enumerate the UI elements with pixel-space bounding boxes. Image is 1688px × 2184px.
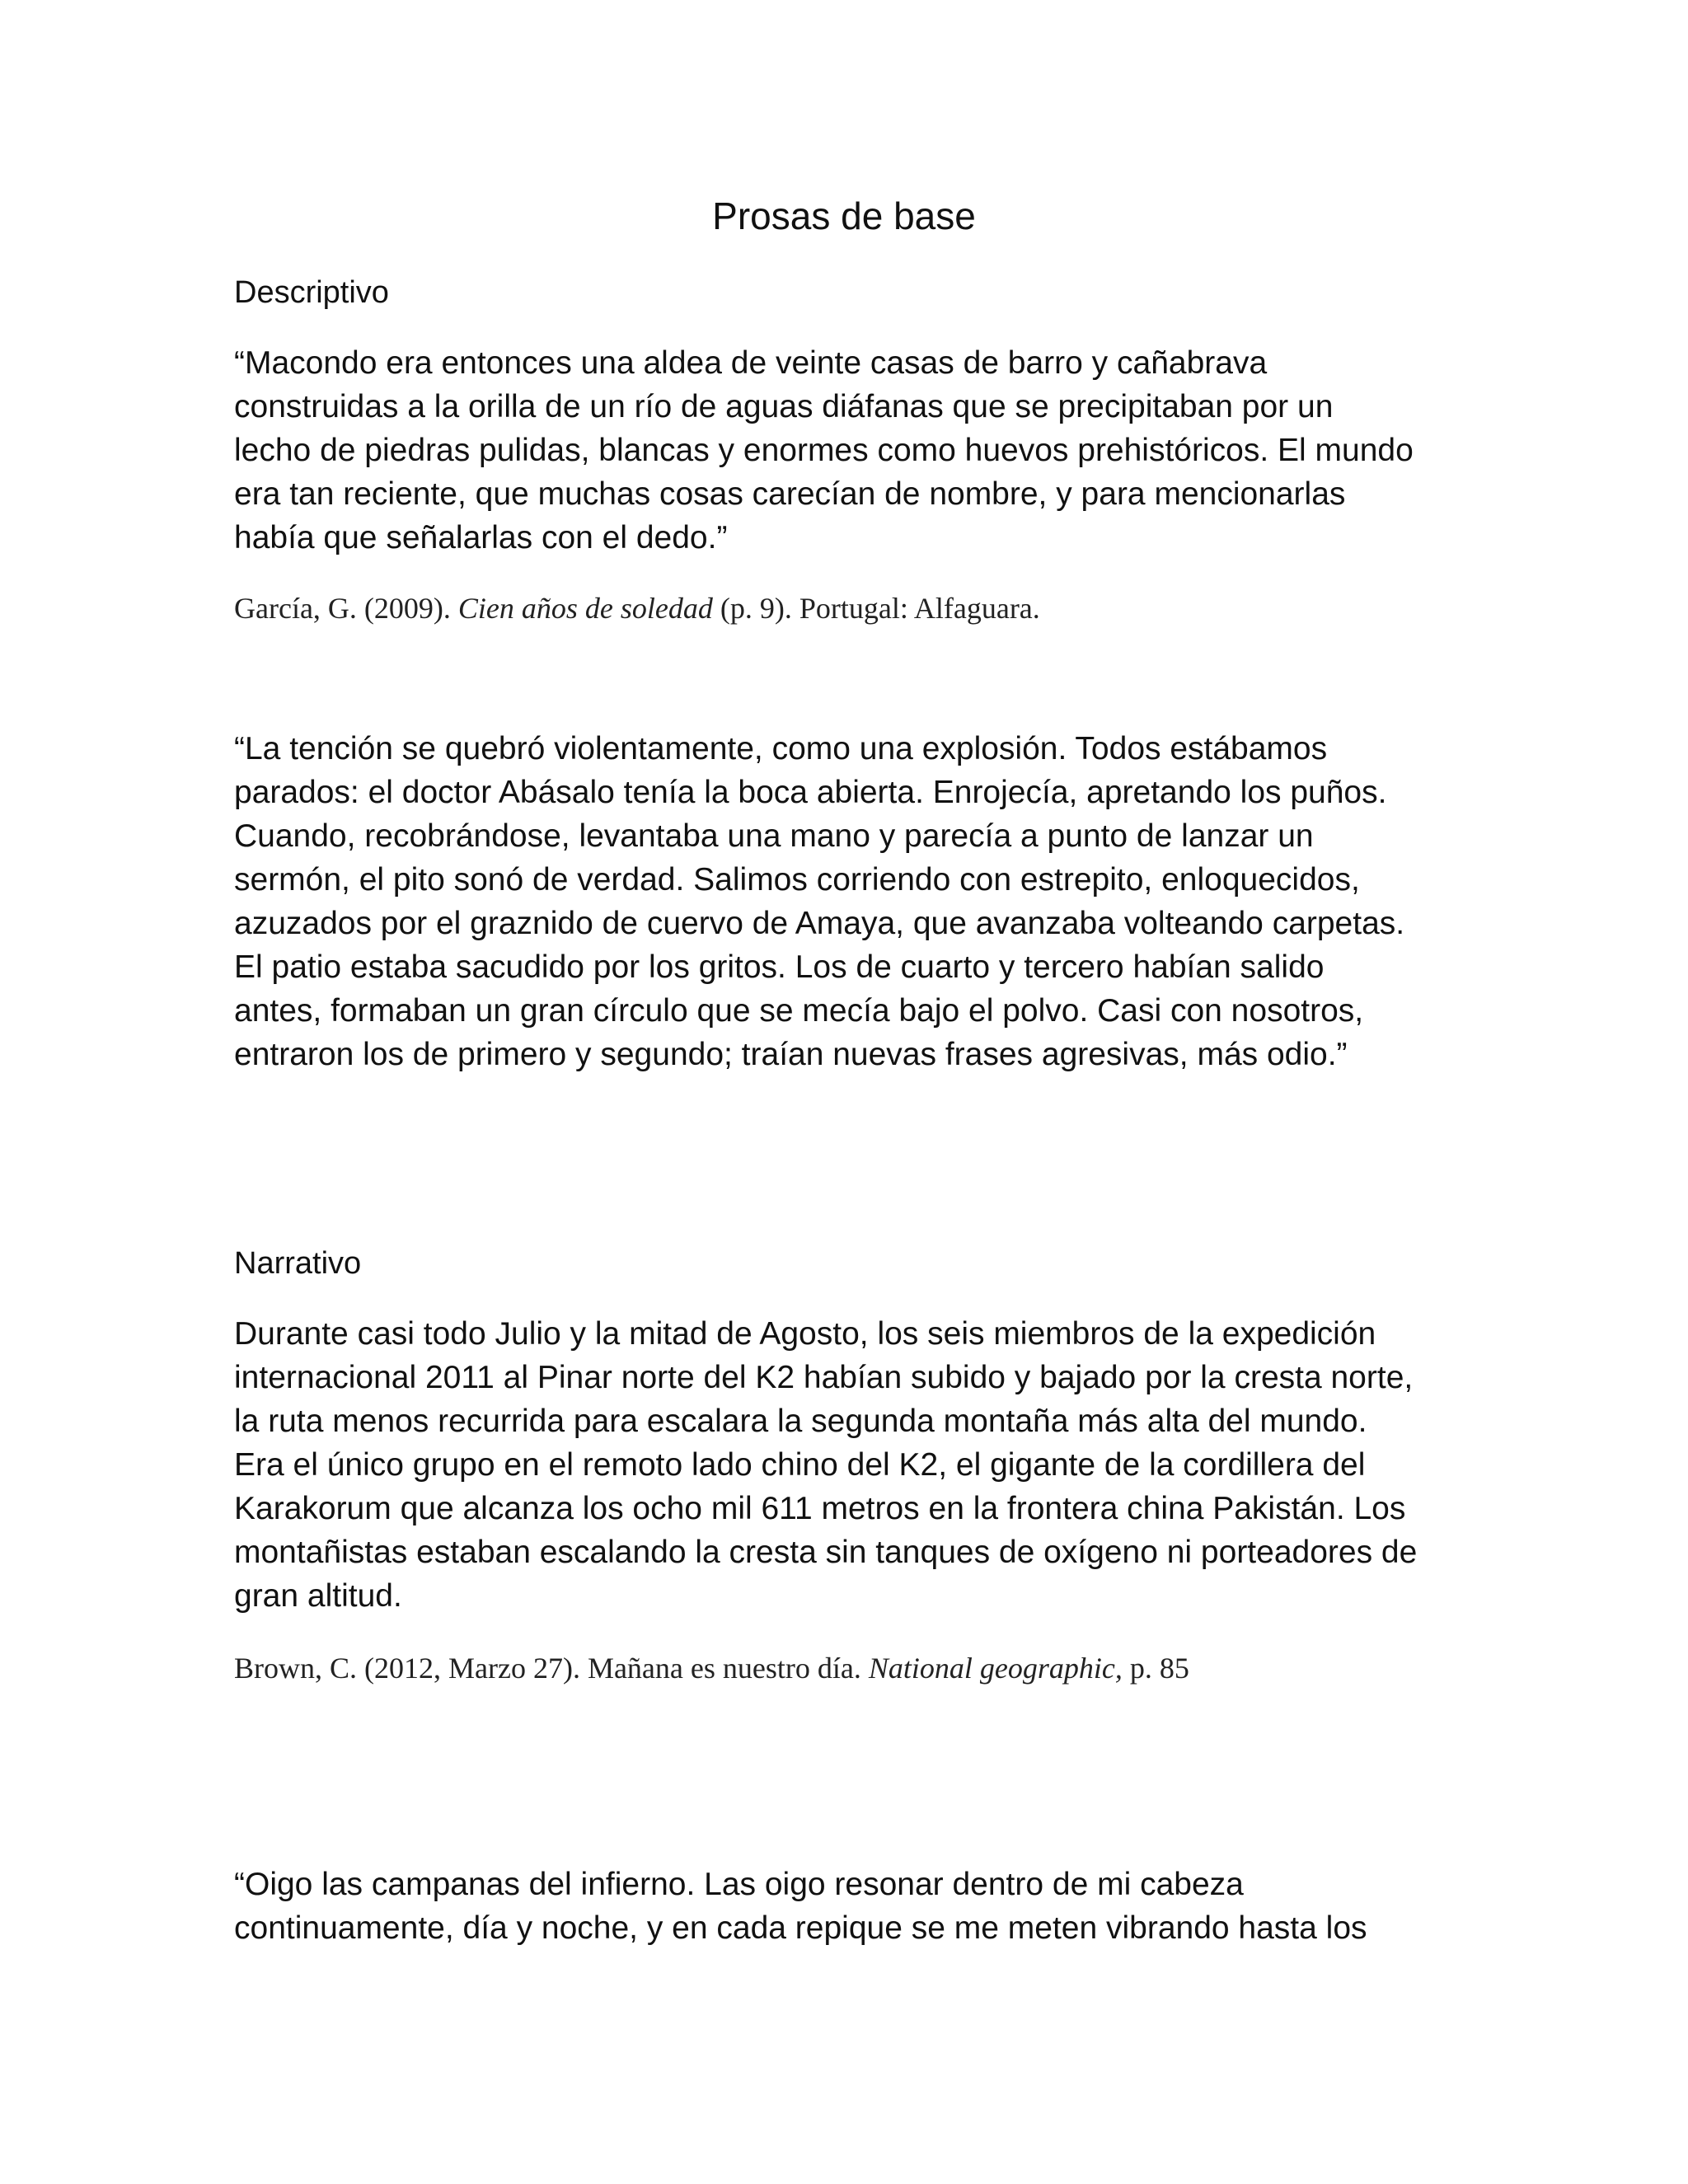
- citation-garcia: [234, 588, 1040, 628]
- text-line: construidas a la orilla de un río de aguas diáfanas que se precipitaban por un: [234, 389, 1334, 424]
- text-line: Cuando, recobrándose, levantaba una mano y parecía a punto de lanzar un: [234, 818, 1314, 854]
- citation-text: Brown, C. (2012, Marzo 27). Mañana es nuestro día.: [234, 1652, 869, 1685]
- text-line: Karakorum que alcanza los ocho mil 611 metros en la frontera china Pakistán. Los: [234, 1491, 1406, 1526]
- section-heading-narrativo: Narrativo: [234, 1246, 362, 1281]
- page-title: Prosas de base: [712, 194, 976, 237]
- text-line: montañistas estaban escalando la cresta sin tanques de oxígeno ni porteadores de: [234, 1535, 1418, 1570]
- text-line: El patio estaba sacudido por los gritos. Los de cuarto y tercero habían salido: [234, 949, 1325, 985]
- text-line: había que señalarlas con el dedo.”: [234, 520, 728, 555]
- text-line: “La tención se quebró violentamente, como una explosión. Todos estábamos: [234, 731, 1328, 766]
- paragraph-k2: [234, 1312, 1470, 1618]
- citation-title: Cien años de soledad: [457, 592, 713, 625]
- citation-text: (p. 9). Portugal: Alfaguara.: [712, 592, 1040, 625]
- quote-macondo: [234, 341, 1470, 560]
- text-line: sermón, el pito sonó de verdad. Salimos corriendo con estrepito, enloquecidos,: [234, 862, 1360, 898]
- quote-campanas: [234, 1863, 1470, 1950]
- text-line: lecho de piedras pulidas, blancas y enormes como huevos prehistóricos. El mundo: [234, 433, 1414, 468]
- text-line: “Macondo era entonces una aldea de veinte casas de barro y cañabrava: [234, 345, 1268, 381]
- text-line: era tan reciente, que muchas cosas carecían de nombre, y para mencionarlas: [234, 476, 1346, 512]
- quote-tencion: [234, 727, 1470, 1076]
- text-line: la ruta menos recurrida para escalara la segunda montaña más alta del mundo.: [234, 1404, 1367, 1439]
- text-line: Durante casi todo Julio y la mitad de Agosto, los seis miembros de la expedición: [234, 1316, 1376, 1352]
- section-heading-descriptivo: Descriptivo: [234, 275, 389, 310]
- text-line: entraron los de primero y segundo; traían nuevas frases agresivas, más odio.”: [234, 1037, 1348, 1072]
- citation-text: García, G. (2009).: [234, 592, 458, 625]
- citation-text: p. 85: [1122, 1652, 1189, 1685]
- text-line: Era el único grupo en el remoto lado chino del K2, el gigante de la cordillera del: [234, 1447, 1366, 1483]
- text-line: antes, formaban un gran círculo que se mecía bajo el polvo. Casi con nosotros,: [234, 993, 1364, 1029]
- text-line: internacional 2011 al Pinar norte del K2 habían subido y bajado por la cresta norte,: [234, 1360, 1414, 1395]
- citation-brown: [234, 1648, 1189, 1688]
- text-line: azuzados por el graznido de cuervo de Amaya, que avanzaba volteando carpetas.: [234, 906, 1405, 941]
- text-line: “Oigo las campanas del infierno. Las oigo resonar dentro de mi cabeza: [234, 1867, 1244, 1902]
- text-line: gran altitud.: [234, 1578, 402, 1614]
- citation-title: National geographic,: [868, 1652, 1123, 1685]
- text-line: continuamente, día y noche, y en cada repique se me meten vibrando hasta los: [234, 1910, 1367, 1946]
- text-line: parados: el doctor Abásalo tenía la boca abierta. Enrojecía, apretando los puños.: [234, 775, 1387, 810]
